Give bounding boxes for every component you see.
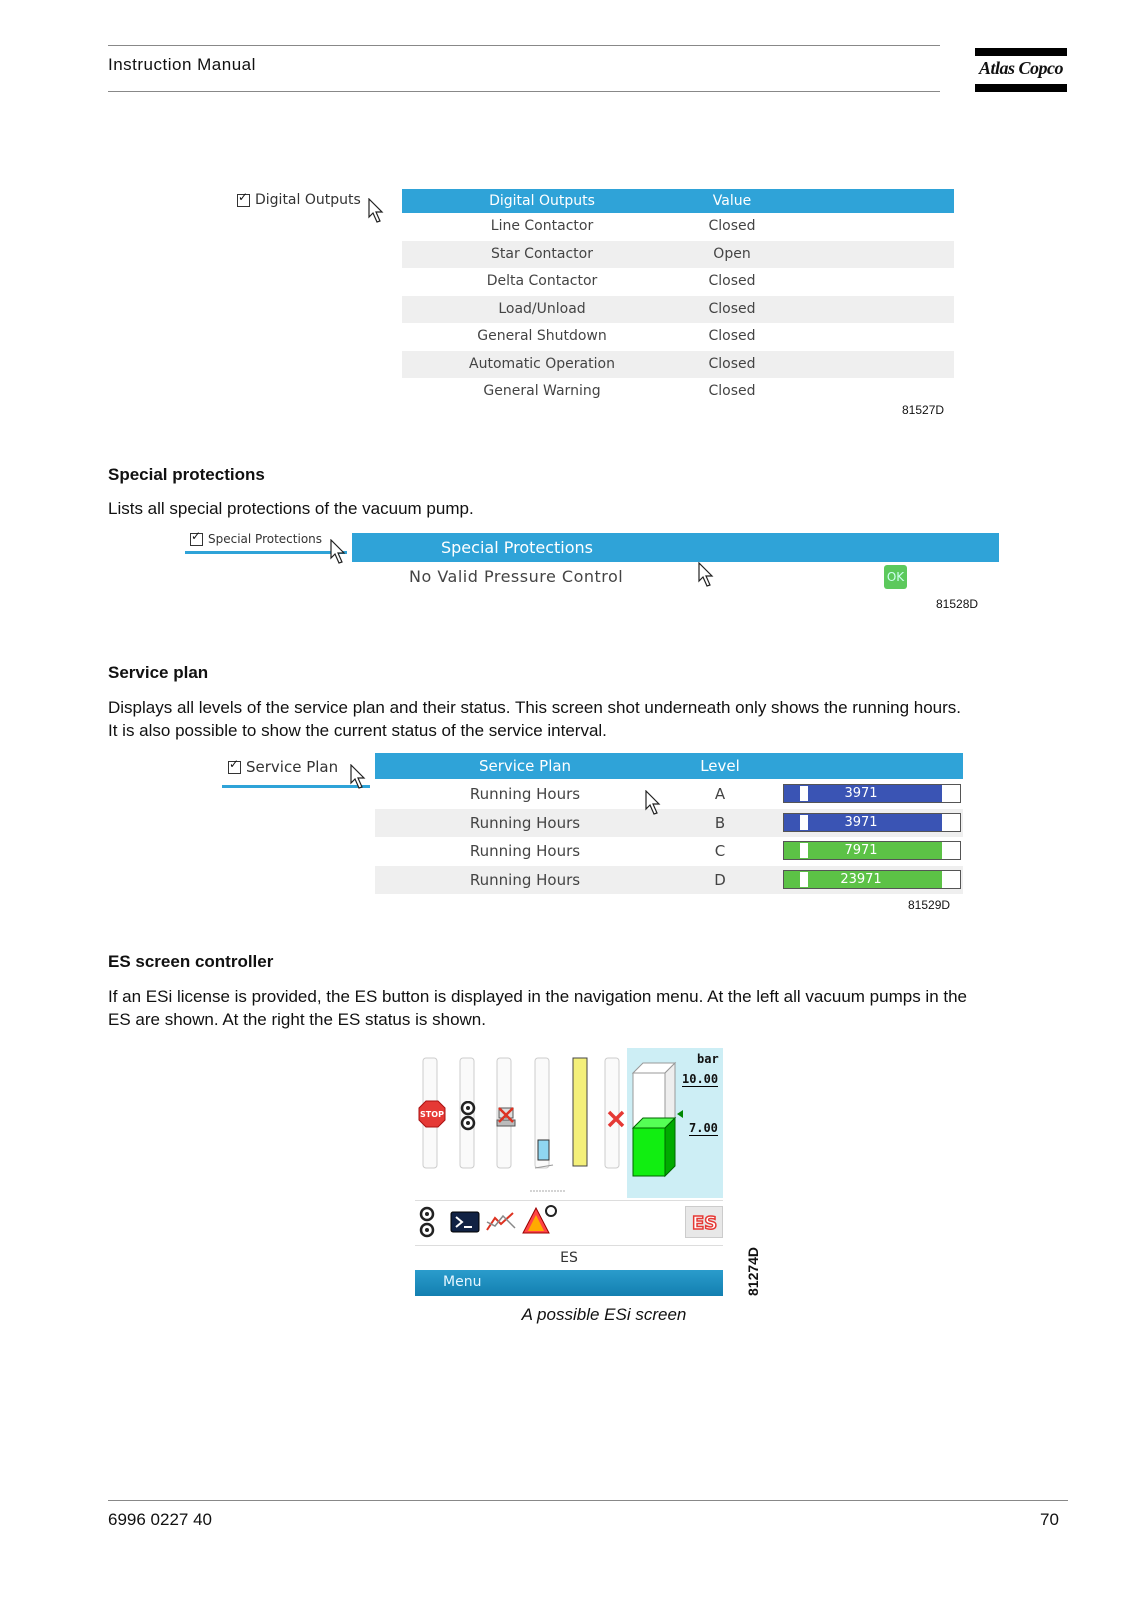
table-row (402, 351, 954, 378)
checkbox-icon (237, 194, 250, 207)
digital-outputs-checkbox-label: Digital Outputs (255, 192, 361, 208)
service-level-bar (783, 784, 961, 803)
output-value: Closed (708, 273, 756, 289)
mouse-cursor-icon (350, 764, 368, 790)
pressure-gauge (627, 1048, 723, 1198)
col-value: Value (712, 193, 752, 209)
table-row (375, 866, 963, 894)
digital-outputs-header (402, 189, 954, 213)
section-text-line1: If an ESi license is provided, the ES button is displayed in the navigation menu. At the left all vacuum pumps in the (108, 987, 967, 1006)
service-item-name: Running Hours (469, 870, 581, 889)
document-number: 6996 0227 40 (108, 1510, 212, 1529)
special-protections-menu-item[interactable] (190, 532, 322, 546)
protection-row: No Valid Pressure Control (409, 567, 624, 586)
output-value: Open (713, 245, 751, 262)
service-level-bar (783, 870, 961, 889)
digital-outputs-menu-item[interactable] (237, 192, 361, 208)
output-name: Delta Contactor (486, 273, 598, 289)
section-text-line2: ES are shown. At the right the ES status is shown. (108, 1010, 486, 1029)
pressure-scale-max: 10.00 (682, 1072, 719, 1086)
menu-label: Menu (443, 1274, 482, 1290)
service-item-name: Running Hours (469, 813, 581, 832)
service-level: A (714, 785, 726, 803)
figure-code: 81528D (936, 597, 979, 611)
output-value: Closed (708, 355, 756, 372)
output-value: Closed (708, 383, 756, 399)
output-name: Automatic Operation (469, 355, 615, 372)
figure-code: 81274D (745, 1246, 761, 1296)
active-tab-underline (185, 551, 347, 554)
output-name: General Warning (483, 383, 601, 399)
es-icon (686, 1207, 722, 1237)
table-row (402, 378, 954, 405)
table-row (375, 780, 963, 808)
warning-icon[interactable] (522, 1205, 558, 1235)
active-tab-underline (222, 785, 370, 788)
service-plan-header (375, 753, 963, 779)
header-rule-top (108, 45, 940, 46)
table-row (402, 323, 954, 350)
special-protections-checkbox-label: Special Protections (208, 532, 323, 546)
checkbox-icon (228, 761, 241, 774)
section-text-line2: It is also possible to show the current status of the service interval. (108, 721, 607, 740)
service-level: D (714, 870, 726, 889)
col-digital-outputs: Digital Outputs (489, 193, 595, 209)
es-button[interactable] (685, 1206, 723, 1238)
running-hours-value: 3971 (844, 814, 878, 830)
table-row (375, 837, 963, 865)
menu-bar[interactable] (415, 1270, 723, 1296)
figure-code: 81529D (908, 898, 951, 912)
table-row (402, 213, 954, 240)
mouse-cursor-icon (368, 198, 386, 224)
service-item-name: Running Hours (469, 842, 581, 860)
trend-icon[interactable] (485, 1210, 517, 1234)
figure-caption: A possible ESi screen (521, 1305, 687, 1324)
running-pump-icon (460, 1101, 476, 1131)
col-level: Level (700, 757, 740, 775)
service-item-name: Running Hours (469, 785, 581, 803)
pressure-setpoint: 7.00 (689, 1121, 718, 1135)
output-name: Load/Unload (498, 300, 586, 317)
error-x-icon (607, 1110, 625, 1128)
table-row (402, 241, 954, 268)
footer-rule (108, 1500, 1068, 1501)
table-row (375, 809, 963, 837)
page-number: 70 (1040, 1510, 1059, 1529)
output-value: Closed (708, 328, 756, 344)
section-text: Lists all special protections of the vacuum pump. (108, 499, 474, 518)
service-plan-checkbox-label: Service Plan (246, 758, 339, 776)
running-hours-value: 7971 (844, 843, 878, 858)
col-service-plan: Service Plan (478, 757, 572, 775)
atlas-copco-logo (975, 48, 1067, 94)
terminal-icon[interactable] (450, 1211, 480, 1233)
section-text-line1: Displays all levels of the service plan and their status. This screen shot underneath only shows the running hours. (108, 698, 961, 717)
table-row (402, 296, 954, 323)
header-rule-bottom (108, 91, 940, 92)
mouse-cursor-icon (330, 539, 348, 565)
table-row (402, 268, 954, 295)
output-name: Line Contactor (490, 218, 594, 234)
col-special-protections: Special Protections (440, 538, 593, 557)
service-level-bar (783, 813, 961, 832)
section-heading: Service plan (108, 663, 209, 682)
service-level-bar (783, 841, 961, 860)
output-value: Closed (708, 218, 756, 234)
es-tab-label: ES (560, 1250, 578, 1266)
header-title: Instruction Manual (108, 55, 256, 74)
pressure-panel (627, 1048, 723, 1198)
running-hours-value: 3971 (844, 786, 878, 801)
figure-code: 81527D (902, 403, 945, 417)
output-value: Closed (708, 300, 756, 317)
service-level: C (714, 842, 726, 860)
service-level: B (714, 813, 726, 832)
service-plan-menu-item[interactable] (228, 758, 338, 776)
section-heading: ES screen controller (108, 952, 274, 971)
mouse-cursor-icon (698, 562, 716, 588)
output-name: General Shutdown (477, 328, 607, 344)
pumps-icon[interactable] (419, 1206, 435, 1238)
section-heading: Special protections (108, 465, 265, 484)
maintenance-pump-icon (495, 1104, 517, 1128)
running-hours-value: 23971 (840, 871, 882, 887)
pressure-unit: bar (697, 1052, 719, 1066)
mouse-cursor-icon (645, 790, 663, 816)
es-screen (415, 1048, 742, 1298)
checkbox-icon (190, 533, 203, 546)
special-protections-header (352, 533, 999, 562)
protection-status-ok: OK (884, 565, 907, 589)
stop-icon (418, 1100, 446, 1128)
output-name: Star Contactor (491, 245, 593, 262)
svg-text:ES: ES (692, 1213, 718, 1234)
stop-label: STOP (420, 1110, 444, 1119)
logo-text: Atlas Copco (978, 58, 1063, 78)
